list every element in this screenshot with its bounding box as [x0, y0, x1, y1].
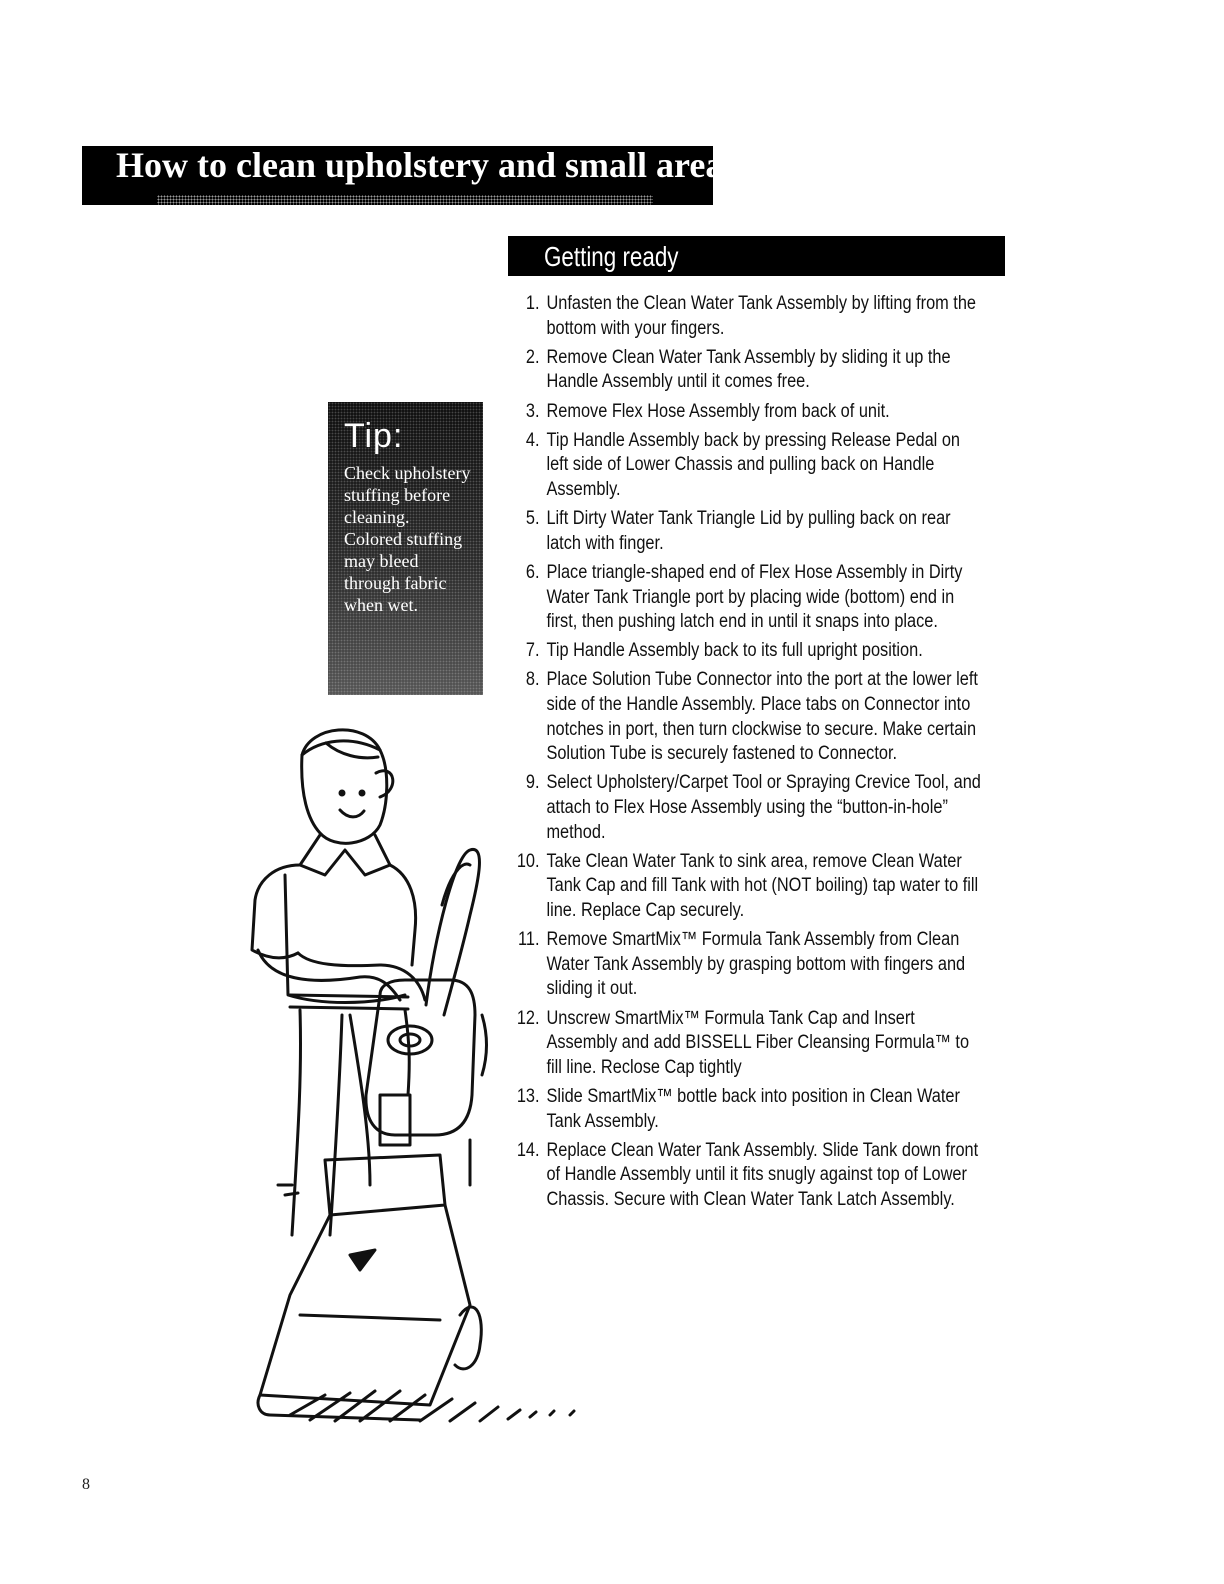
tip-text: Check upholstery stuffing before cleaning. Colored stuffing may bleed through fabric when wet. — [344, 463, 471, 615]
step-text: Select Upholstery/Carpet Tool or Spraying Crevice Tool, and attach to Flex Hose Assembly using the “button-in-hole” method. — [546, 772, 981, 843]
section-title: Getting ready — [544, 241, 679, 272]
page-number: 8 — [82, 1476, 90, 1493]
step-number: 1. — [525, 293, 540, 314]
instruction-step — [500, 346, 982, 395]
tip-box — [328, 402, 483, 695]
step-number: 8. — [525, 669, 540, 691]
step-number: 5. — [525, 508, 540, 530]
instruction-step — [500, 429, 982, 503]
tip-heading: Tip: — [344, 417, 404, 455]
step-text: Tip Handle Assembly back to its full upright position. — [546, 640, 923, 662]
page-title: How to clean upholstery and small areas — [116, 145, 738, 185]
step-number: 13. — [516, 1085, 540, 1107]
step-number: 14. — [516, 1139, 540, 1161]
step-number: 12. — [516, 1007, 540, 1029]
step-text: Remove Flex Hose Assembly from back of unit. — [546, 400, 890, 422]
step-text: Unfasten the Clean Water Tank Assembly by lifting from the bottom with your fingers. — [546, 293, 977, 339]
instruction-step — [500, 561, 982, 635]
instruction-step — [500, 507, 982, 556]
step-number: 10. — [516, 850, 540, 872]
section-banner — [508, 236, 1005, 276]
step-text: Place Solution Tube Connector into the port at the lower left side of the Handle Assembly. Place tabs on Connector into notches in port, then turn clockwise to secure. Make certain Solution Tube is securely fastened to Connector. — [546, 669, 978, 765]
step-text: Remove Clean Water Tank Assembly by sliding it up the Handle Assembly until it comes free. — [546, 346, 951, 393]
step-text: Lift Dirty Water Tank Triangle Lid by pulling back on rear latch with finger. — [546, 508, 951, 554]
upholstery-cleaner-illustration — [230, 715, 620, 1430]
step-text: Remove SmartMix™ Formula Tank Assembly from Clean Water Tank Assembly by grasping bottom with fingers and sliding it out. — [546, 929, 966, 1000]
instruction-step — [500, 292, 982, 341]
step-number: 9. — [525, 772, 540, 794]
step-number: 4. — [525, 429, 540, 451]
step-text: Take Clean Water Tank to sink area, remove Clean Water Tank Cap and fill Tank with hot (NOT boiling) tap water to fill line. Replace Cap securely. — [546, 850, 979, 921]
step-number: 3. — [525, 400, 540, 422]
step-number: 11. — [518, 929, 540, 951]
step-text: Replace Clean Water Tank Assembly. Slide Tank down front of Handle Assembly until it fits snugly against top of Lower Chassis. Secure with Clean Water Tank Latch Assembly. — [546, 1139, 979, 1210]
page-title-banner — [82, 145, 738, 205]
step-number: 7. — [525, 640, 540, 662]
title-banner-halftone — [157, 195, 653, 205]
step-text: Slide SmartMix™ bottle back into position in Clean Water Tank Assembly. — [546, 1085, 960, 1132]
step-text: Place triangle-shaped end of Flex Hose Assembly in Dirty Water Tank Triangle port by placing wide (bottom) end in first, then pushing latch end in until it snaps into place. — [546, 561, 963, 633]
instruction-step — [500, 639, 982, 664]
instruction-step — [500, 400, 982, 425]
step-text: Tip Handle Assembly back by pressing Release Pedal on left side of Lower Chassis and pulling back on Handle Assembly. — [546, 429, 961, 500]
step-number: 6. — [525, 561, 540, 583]
step-number: 2. — [525, 346, 540, 368]
step-text: Unscrew SmartMix™ Formula Tank Cap and Insert Assembly and add BISSELL Fiber Cleansing Formula™ to fill line. Reclose Cap tightly — [546, 1007, 970, 1078]
